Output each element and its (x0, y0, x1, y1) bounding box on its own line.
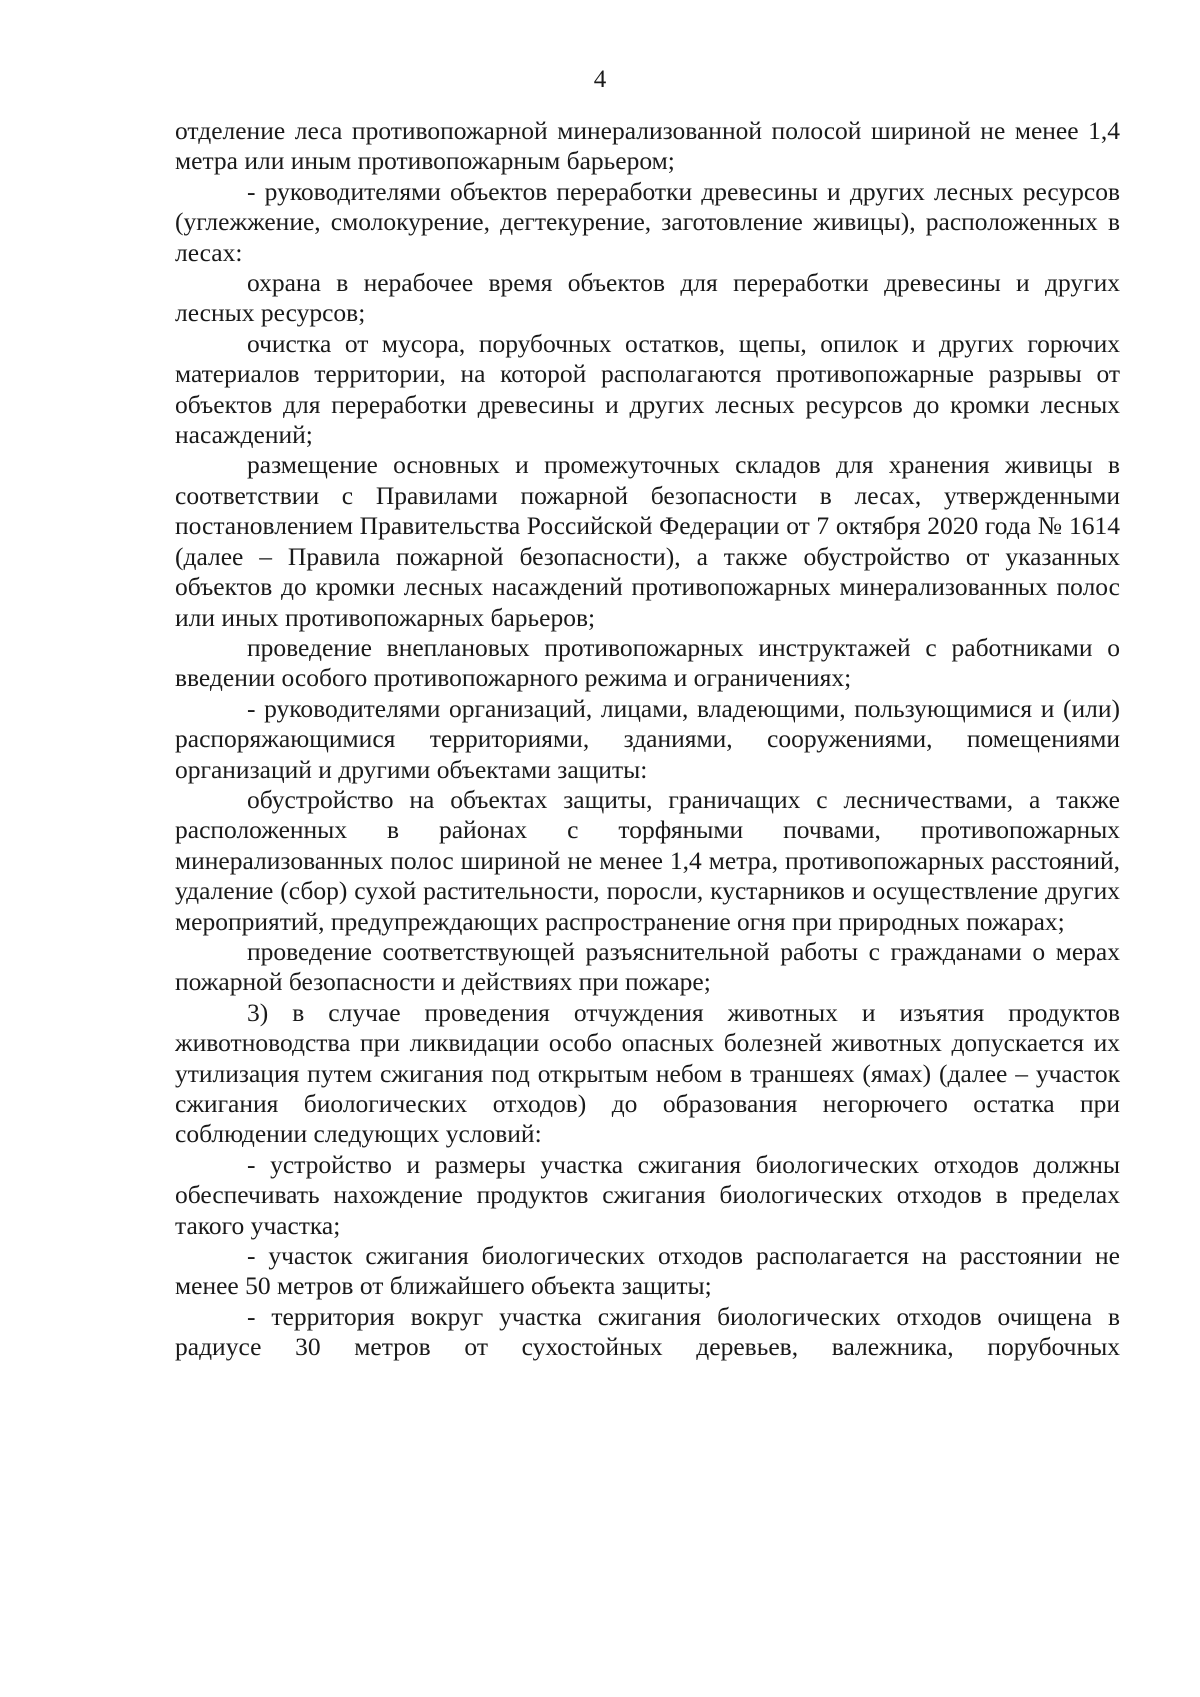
paragraph: - участок сжигания биологических отходов располагается на расстоянии не менее 50 метров от ближайшего объекта защиты; (175, 1241, 1120, 1301)
page-number: 4 (593, 66, 607, 93)
paragraph: - руководителями организаций, лицами, владеющими, пользующимися и (или) распоряжающимися территориями, зданиями, сооружениями, помещениями организаций и другими объектами защиты: (175, 693, 1120, 784)
paragraph: отделение леса противопожарной минерализованной полосой шириной не менее 1,4 метра или иным противопожарным барьером; (175, 116, 1120, 176)
paragraph: проведение внеплановых противопожарных инструктажей с работниками о введении особого противопожарного режима и ограничениях; (175, 632, 1120, 693)
paragraph: размещение основных и промежуточных складов для хранения живицы в соответствии с Правилами пожарной безопасности в лесах, утвержденными постановлением Правительства Российской Федерации от 7 октября 2020 года № 1614 (далее – Правила пожарной безопасности), а также обустройство от указанных объектов до кромки лесных насаждений противопожарных минерализованных полос или иных противопожарных барьеров; (175, 450, 1120, 632)
paragraph: охрана в нерабочее время объектов для переработки древесины и других лесных ресурсов; (175, 268, 1120, 328)
paragraph: обустройство на объектах защиты, граничащих с лесничествами, а также расположенных в районах с торфяными почвами, противопожарных минерализованных полос шириной не менее 1,4 метра, противопожарных расстояний, удаление (сбор) сухой растительности, поросли, кустарников и осуществление других мероприятий, предупреждающих распространение огня при природных пожарах; (175, 784, 1120, 936)
paragraph: проведение соответствующей разъяснительной работы с гражданами о мерах пожарной безопасности и действиях при пожаре; (175, 936, 1120, 997)
paragraph: 3) в случае проведения отчуждения животных и изъятия продуктов животноводства при ликвидации особо опасных болезней животных допускается их утилизация путем сжигания под открытым небом в траншеях (ямах) (далее – участок сжигания биологических отходов) до образования негорючего остатка при соблюдении следующих условий: (175, 997, 1120, 1149)
paragraph: - руководителями объектов переработки древесины и других лесных ресурсов (углежжение, смолокурение, дегтекурение, заготовление живицы), расположенных в лесах: (175, 176, 1120, 267)
paragraph: - устройство и размеры участка сжигания биологических отходов должны обеспечивать нахождение продуктов сжигания биологических отходов в пределах такого участка; (175, 1149, 1120, 1240)
paragraph: очистка от мусора, порубочных остатков, щепы, опилок и других горючих материалов территории, на которой располагаются противопожарные разрывы от объектов для переработки древесины и других лесных ресурсов до кромки лесных насаждений; (175, 328, 1120, 450)
document-body (175, 116, 1120, 1363)
paragraph: - территория вокруг участка сжигания биологических отходов очищена в радиусе 30 метров от сухостойных деревьев, валежника, порубочных (175, 1301, 1120, 1362)
